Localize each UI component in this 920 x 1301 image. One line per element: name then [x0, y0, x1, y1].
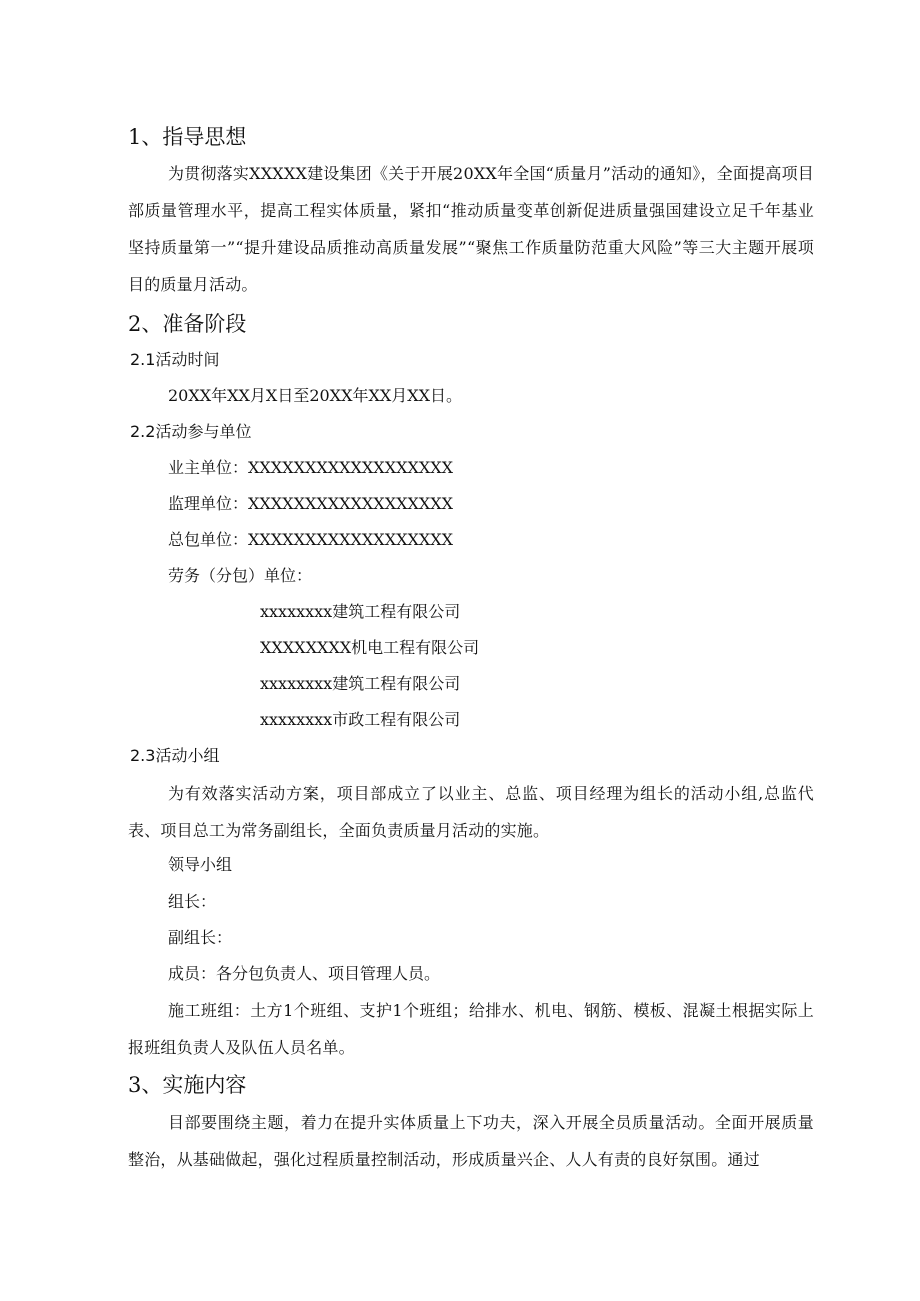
supervisor-unit-line: 监理单位：XXXXXXXXXXXXXXXXXX: [168, 494, 454, 513]
labor-unit-item: xxxxxxxx建筑工程有限公司: [260, 674, 461, 693]
section-1-paragraph: 为贯彻落实XXXXX建设集团《关于开展20XX年全国“质量月”活动的通知》，全面提高项目部质量管理水平，提高工程实体质量，紧扣“推动质量变革创新促进质量强国建设立足千年基业坚持质量第一”“提升建设品质推动高质量发展”“聚焦工作质量防范重大风险”等三大主题开展项目的质量月活动。: [128, 164, 814, 294]
leader-line: 组长：: [168, 892, 217, 911]
contractor-unit-line: 总包单位：XXXXXXXXXXXXXXXXXX: [168, 530, 454, 549]
construction-teams-paragraph: 施工班组：土方1个班组、支护1个班组；给排水、机电、钢筋、模板、混凝土根据实际上报班组负责人及队伍人员名单。: [128, 1001, 814, 1057]
activity-group-paragraph: 为有效落实活动方案，项目部成立了以业主、总监、项目经理为组长的活动小组,总监代表、项目总工为常务副组长，全面负责质量月活动的实施。: [128, 784, 814, 840]
section-3-paragraph: 目部要围绕主题，着力在提升实体质量上下功夫，深入开展全员质量活动。全面开展质量整治，从基础做起，强化过程质量控制活动，形成质量兴企、人人有责的良好氛围。通过: [128, 1113, 814, 1169]
labor-unit-label: 劳务（分包）单位：: [168, 566, 313, 585]
subsection-2-2-heading: 2.2活动参与单位: [130, 422, 252, 441]
subsection-2-1-heading: 2.1活动时间: [130, 350, 220, 369]
section-1-heading: 1、指导思想: [128, 125, 247, 149]
labor-unit-item: xxxxxxxx建筑工程有限公司: [260, 602, 461, 621]
labor-unit-item: xxxxxxxx市政工程有限公司: [260, 710, 461, 729]
section-3-heading: 3、实施内容: [128, 1073, 247, 1097]
members-line: 成员：各分包负责人、项目管理人员。: [168, 964, 441, 983]
leading-group-label: 领导小组: [168, 855, 233, 874]
deputy-leader-line: 副组长：: [168, 928, 233, 947]
owner-unit-line: 业主单位：XXXXXXXXXXXXXXXXXX: [168, 458, 454, 477]
section-2-heading: 2、准备阶段: [128, 312, 247, 336]
activity-time-text: 20XX年XX月X日至20XX年XX月XX日。: [168, 386, 463, 405]
subsection-2-3-heading: 2.3活动小组: [130, 746, 220, 765]
labor-unit-item: XXXXXXXX机电工程有限公司: [260, 638, 480, 657]
